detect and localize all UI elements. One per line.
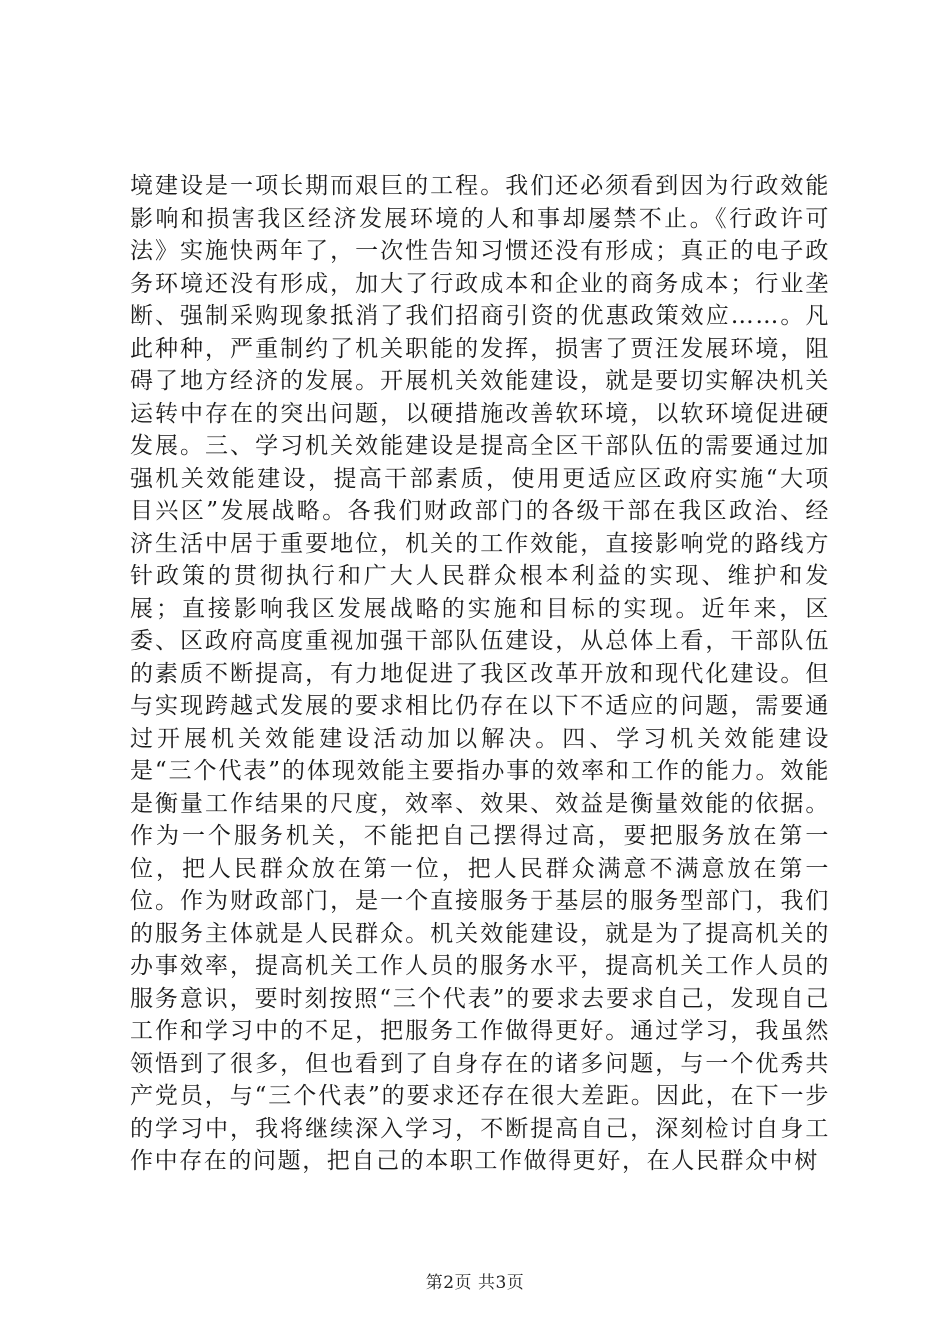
page-number-footer: 第2页 共3页 xyxy=(425,1273,525,1293)
body-paragraph: 境建设是一项长期而艰巨的工程。我们还必须看到因为行政效能影响和损害我区经济发展环境的人和事却屡禁不止。《行政许可法》实施快两年了，一次性告知习惯还没有形成；真正的电子政务环境还没有形成，加大了行政成本和企业的商务成本；行业垄断、强制采购现象抵消了我们招商引资的优惠政策效应……。凡此种种，严重制约了机关职能的发挥，损害了贾汪发展环境，阻碍了地方经济的发展。开展机关效能建设，就是要切实解决机关运转中存在的突出问题，以硬措施改善软环境，以软环境促进硬发展。三、学习机关效能建设是提高全区干部队伍的需要通过加强机关效能建设，提高干部素质，使用更适应区政府实施“大项目兴区”发展战略。各我们财政部门的各级干部在我区政治、经济生活中居于重要地位，机关的工作效能，直接影响党的路线方针政策的贯彻执行和广大人民群众根本利益的实现、维护和发展；直接影响我区发展战略的实施和目标的实现。近年来，区委、区政府高度重视加强干部队伍建设，从总体上看，干部队伍的素质不断提高，有力地促进了我区改革开放和现代化建设。但与实现跨越式发展的要求相比仍存在以下不适应的问题，需要通过开展机关效能建设活动加以解决。四、学习机关效能建设是“三个代表”的体现效能主要指办事的效率和工作的能力。效能是衡量工作结果的尺度，效率、效果、效益是衡量效能的依据。作为一个服务机关，不能把自己摆得过高，要把服务放在第一位，把人民群众放在第一位，把人民群众满意不满意放在第一位。作为财政部门，是一个直接服务于基层的服务型部门，我们的服务主体就是人民群众。机关效能建设，就是为了提高机关的办事效率，提高机关工作人员的服务水平，提高机关工作人员的服务意识，要时刻按照“三个代表”的要求去要求自己，发现自己工作和学习中的不足，把服务工作做得更好。通过学习，我虽然领悟到了很多，但也看到了自身存在的诸多问题，与一个优秀共产党员，与“三个代表”的要求还存在很大差距。因此，在下一步的学习中，我将继续深入学习，不断提高自己，深刻检讨自身工作中存在的问题，把自己的本职工作做得更好，在人民群众中树 xyxy=(130,173,830,1174)
